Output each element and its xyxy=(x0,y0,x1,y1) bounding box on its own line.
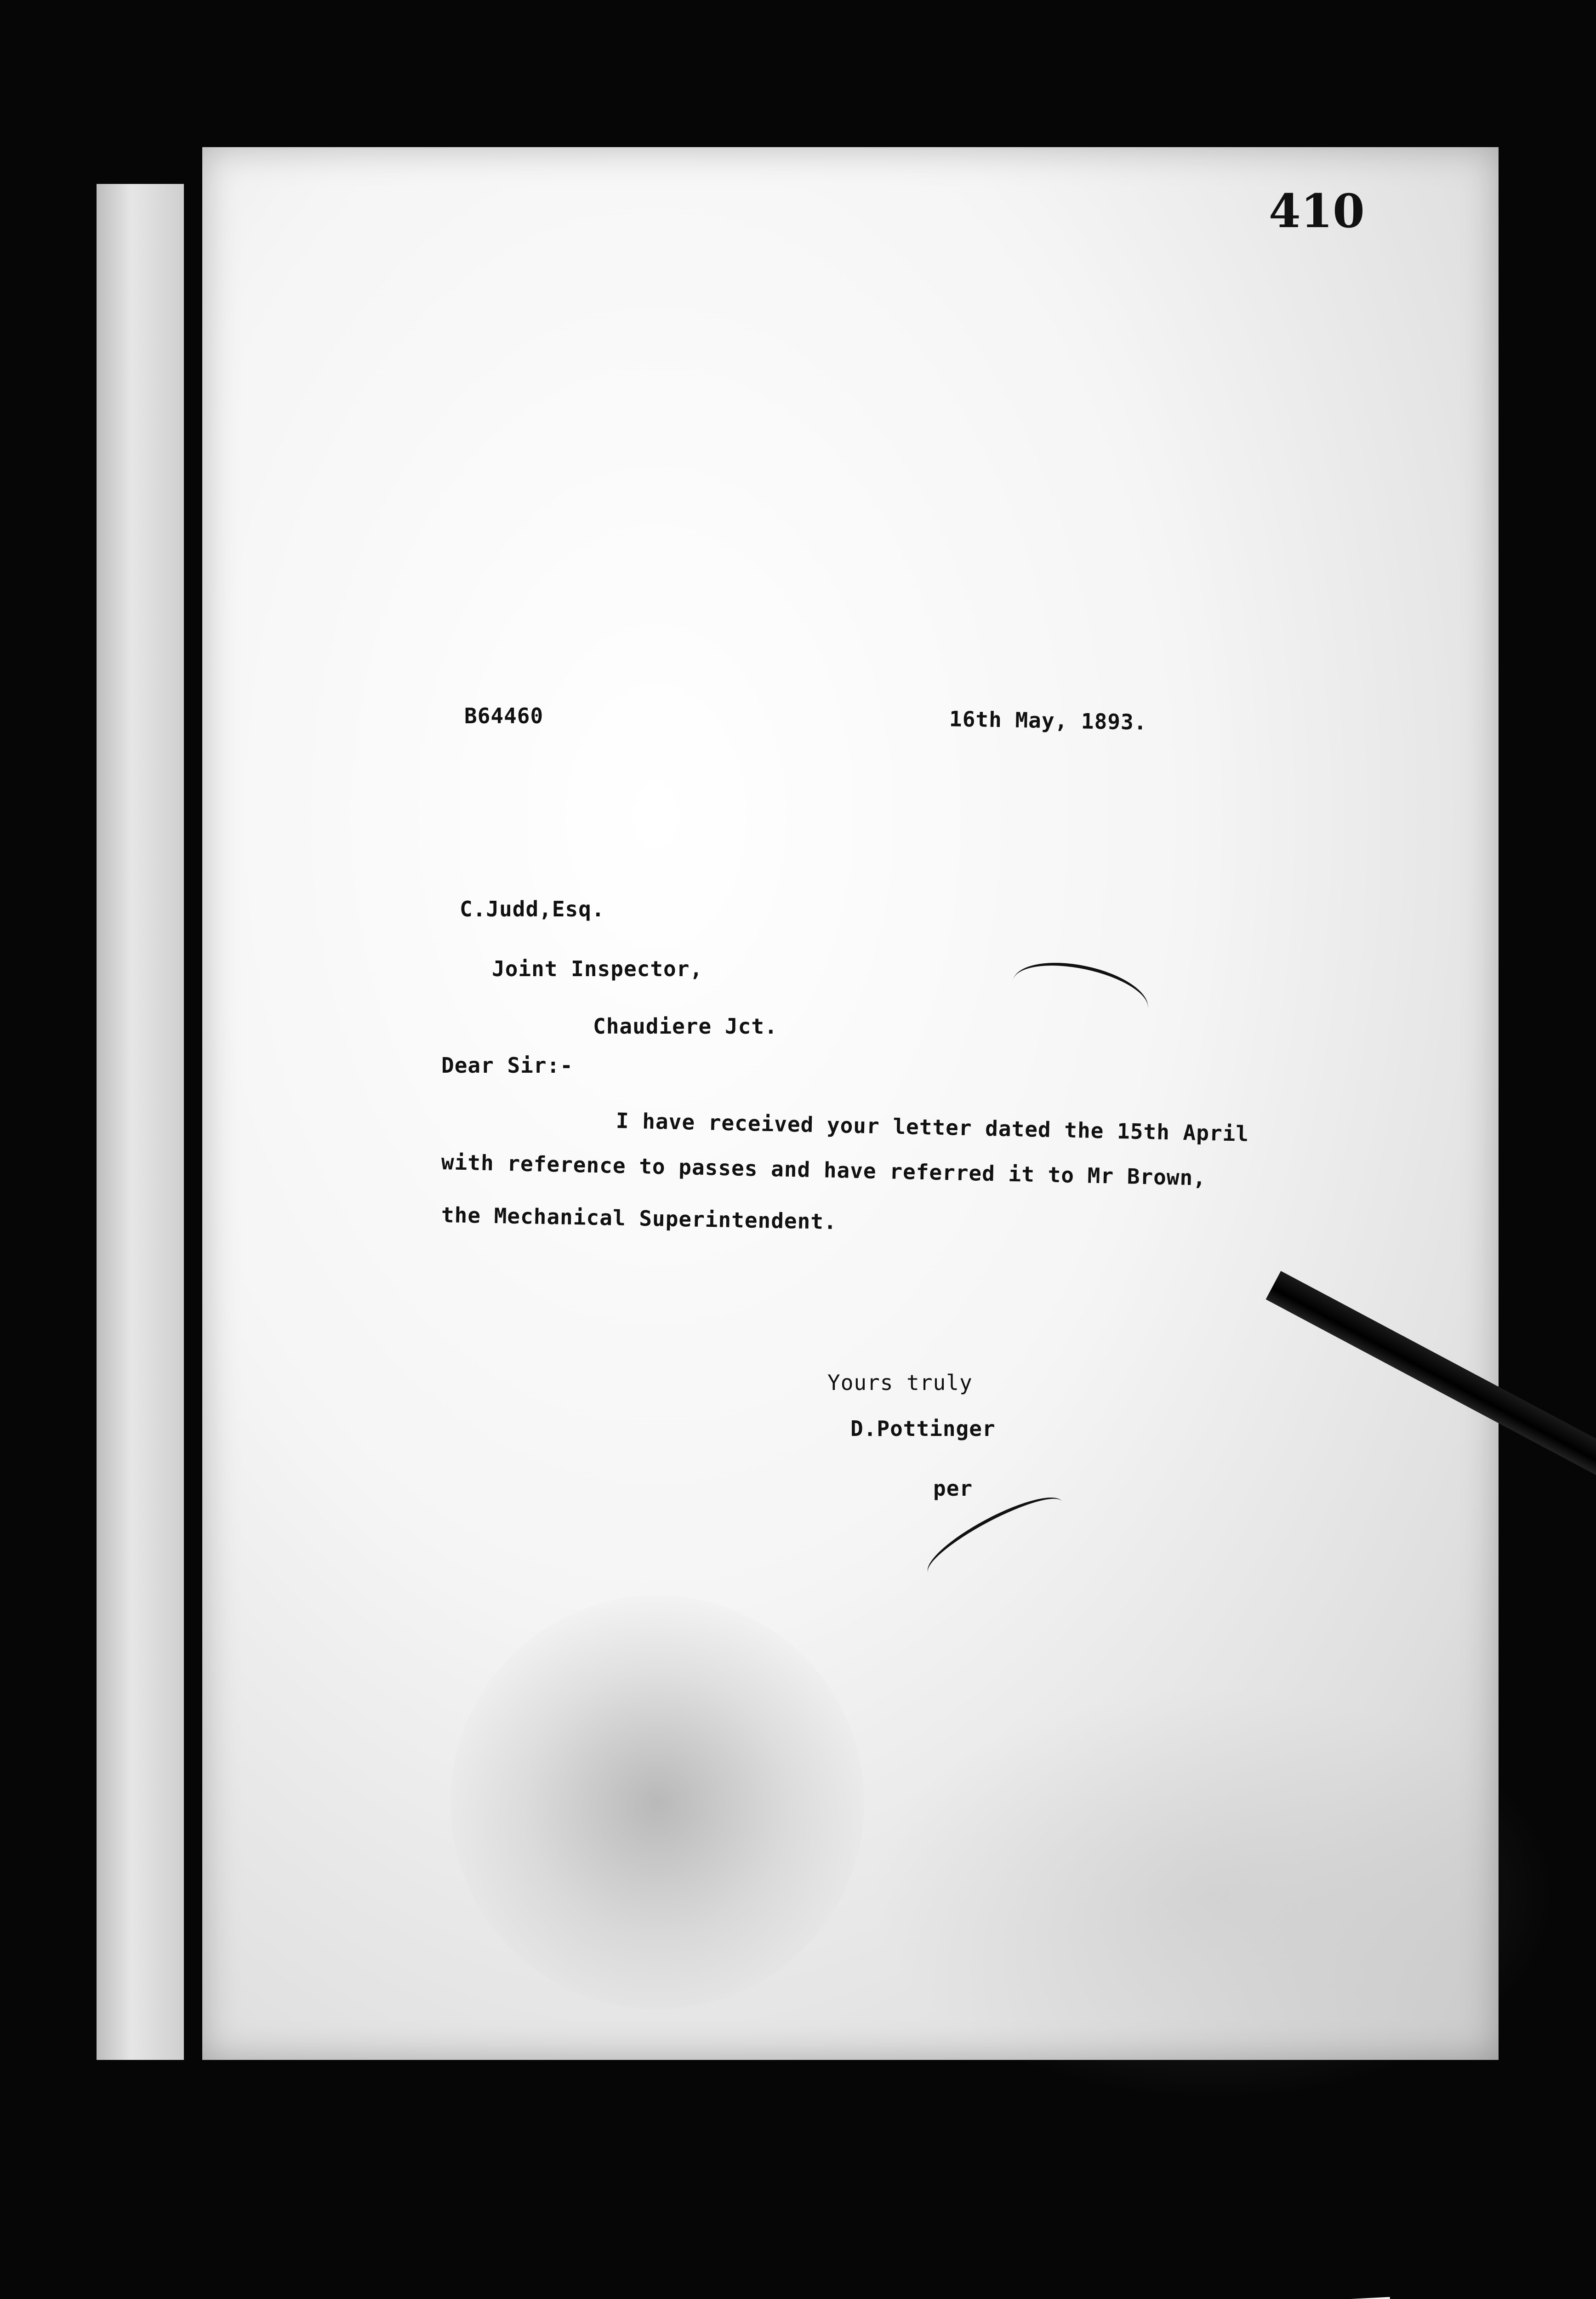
letter-page xyxy=(202,147,1499,2060)
letter-date: 16th May, 1893. xyxy=(949,706,1147,735)
salutation: Dear Sir:- xyxy=(441,1053,573,1078)
previous-page-edge xyxy=(97,184,184,2060)
letter-reference: B64460 xyxy=(464,703,544,728)
paper-shadow xyxy=(869,1687,1558,2101)
closing: Yours truly xyxy=(827,1370,973,1395)
page-number: 410 xyxy=(1269,184,1365,238)
body-line-1: I have received your letter dated the 15th April xyxy=(616,1108,1249,1146)
ink-smudge xyxy=(450,1596,864,2009)
recipient-place: Chaudiere Jct. xyxy=(593,1014,778,1039)
recipient-title: Joint Inspector, xyxy=(492,956,703,981)
body-line-3: the Mechanical Superintendent. xyxy=(441,1202,838,1235)
body-line-2: with reference to passes and have referred it to Mr Brown, xyxy=(441,1150,1207,1190)
per-label: per xyxy=(933,1476,973,1501)
signatory: D.Pottinger xyxy=(850,1416,996,1441)
recipient-name: C.Judd,Esq. xyxy=(460,897,605,921)
